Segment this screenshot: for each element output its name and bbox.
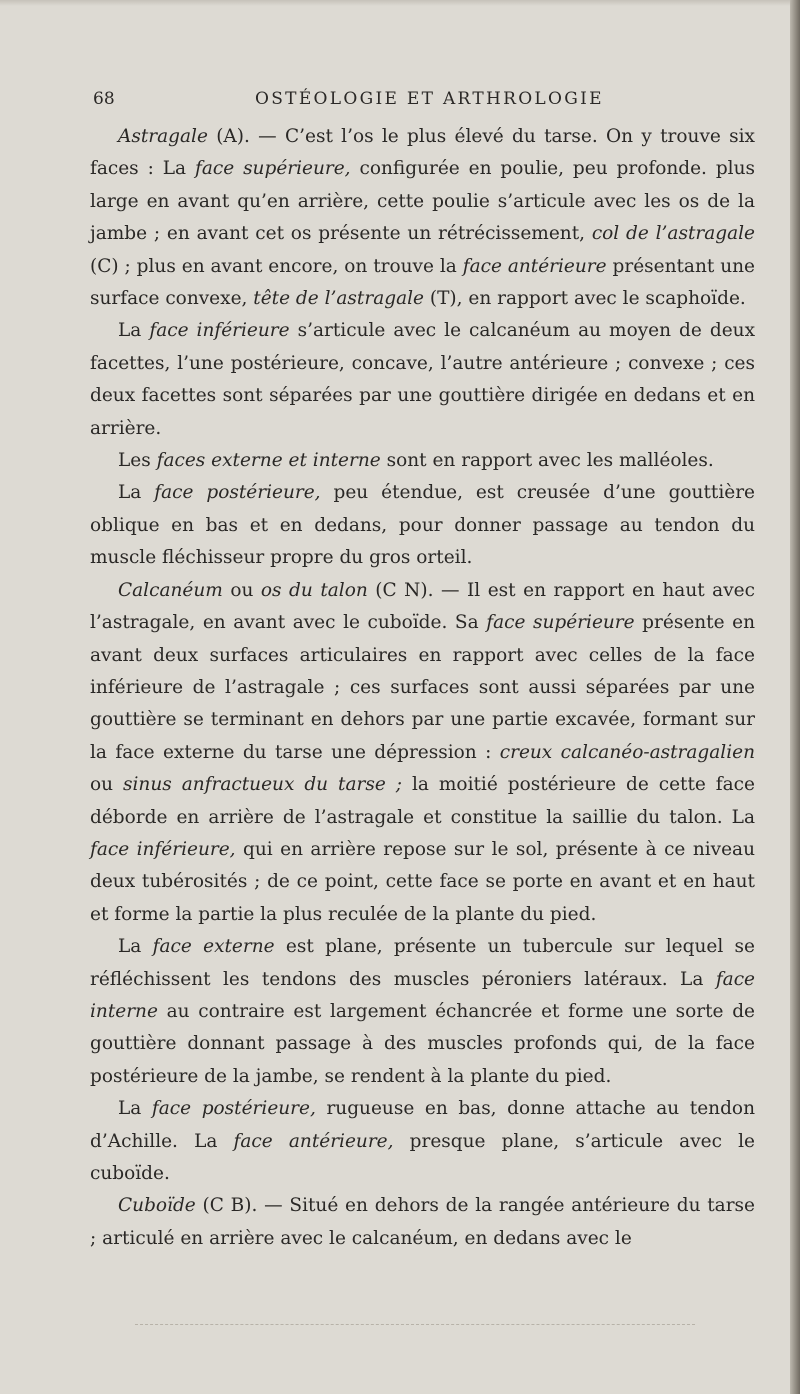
page-edge [790, 0, 800, 1394]
paragraph-face-posterieure-calcaneum: La face postérieure, rugueuse en bas, donne attache au tendon d’Achille. La face antérieure, presque plane, s’articule avec le cuboïde. [90, 1098, 755, 1184]
paragraph-face-posterieure: La face postérieure, peu étendue, est creusée d’une gouttière oblique en bas et en dedans, pour donner passage au tendon du muscle fléchisseur propre du gros orteil. [90, 482, 755, 569]
paragraph-face-inferieure: La face inférieure s’articule avec le calcanéum au moyen de deux facettes, l’une postérieure, concave, l’autre antérieure ; convexe ; ces deux facettes sont séparées par une gouttière dirigée en dedans et en arrière. [90, 320, 756, 439]
paragraph-faces-externe-interne: Les faces externe et interne sont en rapport avec les malléoles. [118, 450, 714, 472]
paragraph-astragale: Astragale (A). — C’est l’os le plus élevé du tarse. On y trouve six faces : La face supérieure, configurée en poulie, peu profonde. plus large en avant qu’en arrière, cette poulie s’articule avec les os de la jambe ; en avant cet os présente un rétrécissement, col de l’astragale (C) ; plus en avant encore, on trouve la face antérieure présentant une surface convexe, tête de l’astragale (T), en rapport avec le scaphoïde. [90, 126, 756, 310]
term-cuboide: Cuboïde [118, 1195, 196, 1217]
paragraph-face-externe: La face externe est plane, présente un tubercule sur lequel se réfléchissent les tendons des muscles péroniers latéraux. La face interne au contraire est largement échancrée et forme une sorte de gouttière donnant passage à des muscles profonds qui, de la face postérieure de la jambe, se rendent à la plante du pied. [90, 936, 755, 1087]
term-astragale: Astragale [118, 126, 208, 147]
term-calcaneum: Calcanéum [118, 579, 223, 601]
footer-rule [135, 1324, 695, 1325]
page-header [93, 89, 733, 113]
body-text [90, 121, 755, 1255]
page-number: 68 [93, 89, 115, 109]
paragraph-cuboide: Cuboïde (C B). — Situé en dehors de la rangée antérieure du tarse ; articulé en arrière avec le calcanéum, en dedans avec le [90, 1195, 755, 1249]
paragraph-calcaneum: Calcanéum ou os du talon (C N). — Il est en rapport en haut avec l’astragale, en avant avec le cuboïde. Sa face supérieure présente en avant deux surfaces articulaires en rapport avec celles de la face inférieure de l’astragale ; ces surfaces sont aussi séparées par une gouttière se terminant en dehors par une partie excavée, formant sur la face externe du tarse une dépression : creux calcanéo-astragalien ou sinus anfractueux du tarse ; la moitié postérieure de cette face déborde en arrière de l’astragale et constitue la saillie du talon. La face inférieure, qui en arrière repose sur le sol, présente à ce niveau deux tubérosités ; de ce point, cette face se porte en avant et en haut et forme la partie la plus reculée de la plante du pied. [90, 579, 756, 925]
running-title: OSTÉOLOGIE ET ARTHROLOGIE [255, 89, 604, 109]
